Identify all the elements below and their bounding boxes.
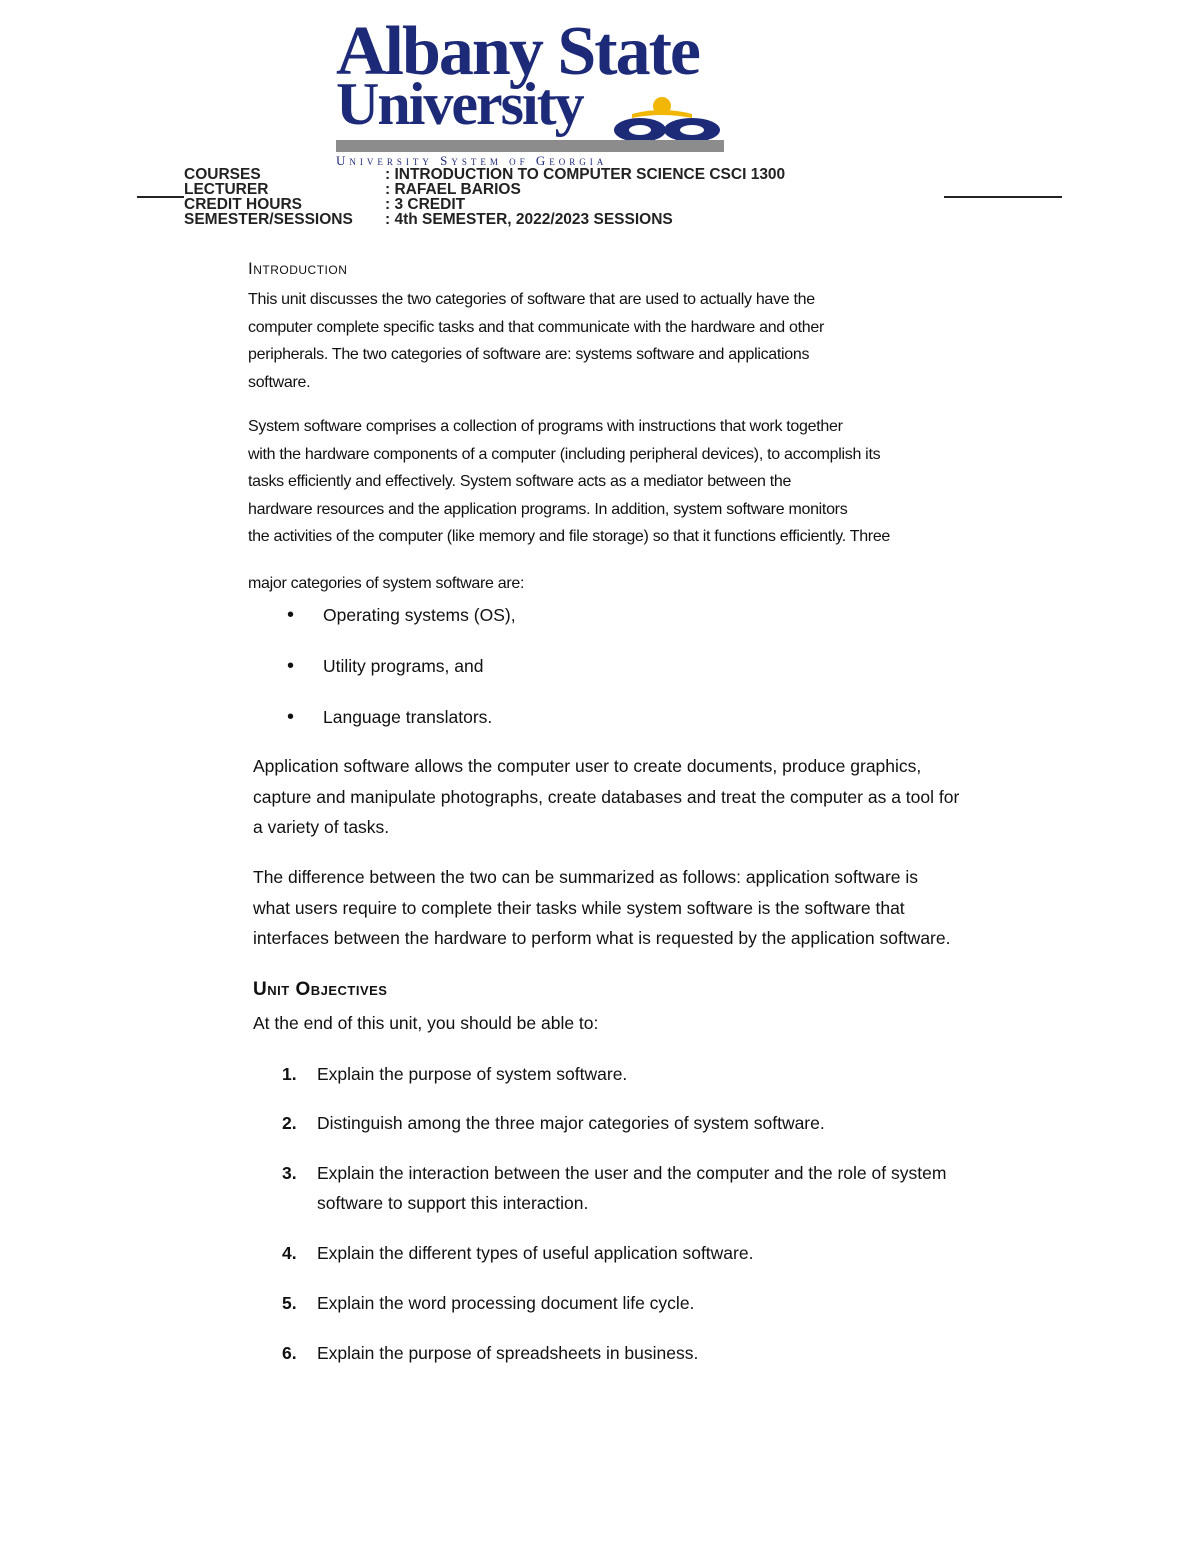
header-value-semester: : 4th SEMESTER, 2022/2023 SESSIONS	[385, 211, 673, 228]
header-value-courses: : INTRODUCTION TO COMPUTER SCIENCE CSCI 1300	[385, 166, 786, 183]
objective-text-continued: software to support this interaction.	[317, 1193, 589, 1213]
objective-number: 4.	[282, 1243, 297, 1263]
bullet-item	[287, 600, 516, 631]
paragraph-line: The difference between the two can be summarized as follows: application software is	[253, 867, 919, 887]
bullet-icon: •	[287, 706, 295, 728]
paragraph-line: computer complete specific tasks and that communicate with the hardware and other	[248, 318, 825, 336]
paragraph-line: with the hardware components of a computer (including peripheral devices), to accomplish its	[248, 445, 881, 463]
objective-text: Distinguish among the three major categories of system software.	[317, 1113, 825, 1133]
objective-text: Explain the purpose of spreadsheets in business.	[317, 1343, 699, 1363]
paragraph-line: tasks efficiently and effectively. System software acts as a mediator between the	[248, 473, 792, 490]
objective-text: Explain the interaction between the user and the computer and the role of system	[317, 1163, 947, 1183]
asu-emblem-icon	[602, 92, 728, 144]
header-label-credit-hours: CREDIT HOURS	[184, 196, 302, 213]
header-label-lecturer: LECTURER	[184, 181, 269, 198]
header-value-lecturer: : RAFAEL BARIOS	[385, 181, 521, 198]
university-logo	[330, 13, 760, 168]
objective-number: 5.	[282, 1293, 297, 1313]
header-rule-right	[944, 196, 1062, 198]
paragraph-line: a variety of tasks.	[253, 817, 390, 837]
paragraph-line: This unit discusses the two categories of software that are used to actually have the	[248, 291, 815, 308]
bullet-icon: •	[287, 655, 295, 677]
objective-text: Explain the different types of useful application software.	[317, 1243, 754, 1263]
objectives-heading: Unit Objectives	[253, 979, 388, 1000]
paragraph-line: peripherals. The two categories of software are: systems software and applications	[248, 346, 810, 363]
paragraph-line: major categories of system software are:	[248, 575, 525, 592]
bullet-item	[287, 651, 483, 682]
header-rule-left	[137, 196, 184, 198]
objective-number: 6.	[282, 1343, 297, 1363]
intro-paragraph-4	[253, 751, 959, 843]
objective-number: 1.	[282, 1064, 297, 1084]
header-label-courses: COURSES	[184, 166, 261, 183]
intro-paragraph-2	[248, 413, 890, 551]
paragraph-line: the activities of the computer (like memory and file storage) so that it functions efficiently. Three	[248, 528, 891, 545]
header-label-semester: SEMESTER/SESSIONS	[184, 211, 353, 228]
logo-wordmark-line1: Albany State	[336, 13, 699, 90]
intro-paragraph-5	[253, 862, 950, 954]
paragraph-line: interfaces between the hardware to perform what is requested by the application software.	[253, 928, 951, 948]
objective-text: Explain the word processing document life cycle.	[317, 1293, 695, 1313]
paragraph-line: System software comprises a collection of programs with instructions that work together	[248, 418, 843, 435]
objective-number: 3.	[282, 1163, 297, 1183]
objectives-intro: At the end of this unit, you should be able to:	[253, 1013, 599, 1033]
bullet-text: Language translators.	[323, 707, 493, 727]
introduction-heading: Introduction	[248, 259, 348, 278]
bullet-icon: •	[287, 604, 295, 626]
paragraph-line: hardware resources and the application programs. In addition, system software monitors	[248, 500, 848, 518]
logo-wordmark-line2: University	[336, 71, 583, 137]
objective-number: 2.	[282, 1113, 297, 1133]
logo-subtitle: University System of Georgia	[336, 153, 608, 168]
intro-paragraph-1	[248, 286, 824, 396]
intro-paragraph-3	[248, 570, 524, 598]
objective-text: Explain the purpose of system software.	[317, 1064, 628, 1084]
paragraph-line: software.	[248, 373, 311, 391]
paragraph-line: Application software allows the computer user to create documents, produce graphics,	[253, 756, 922, 776]
bullet-text: Utility programs, and	[323, 656, 484, 676]
bullet-item	[287, 702, 492, 733]
paragraph-line: capture and manipulate photographs, create databases and treat the computer as a tool for	[253, 786, 960, 807]
logo-divider-bar	[336, 140, 724, 152]
bullet-text: Operating systems (OS),	[323, 605, 516, 625]
header-value-credit-hours: : 3 CREDIT	[385, 196, 466, 213]
paragraph-line: what users require to complete their tasks while system software is the software that	[253, 897, 905, 918]
